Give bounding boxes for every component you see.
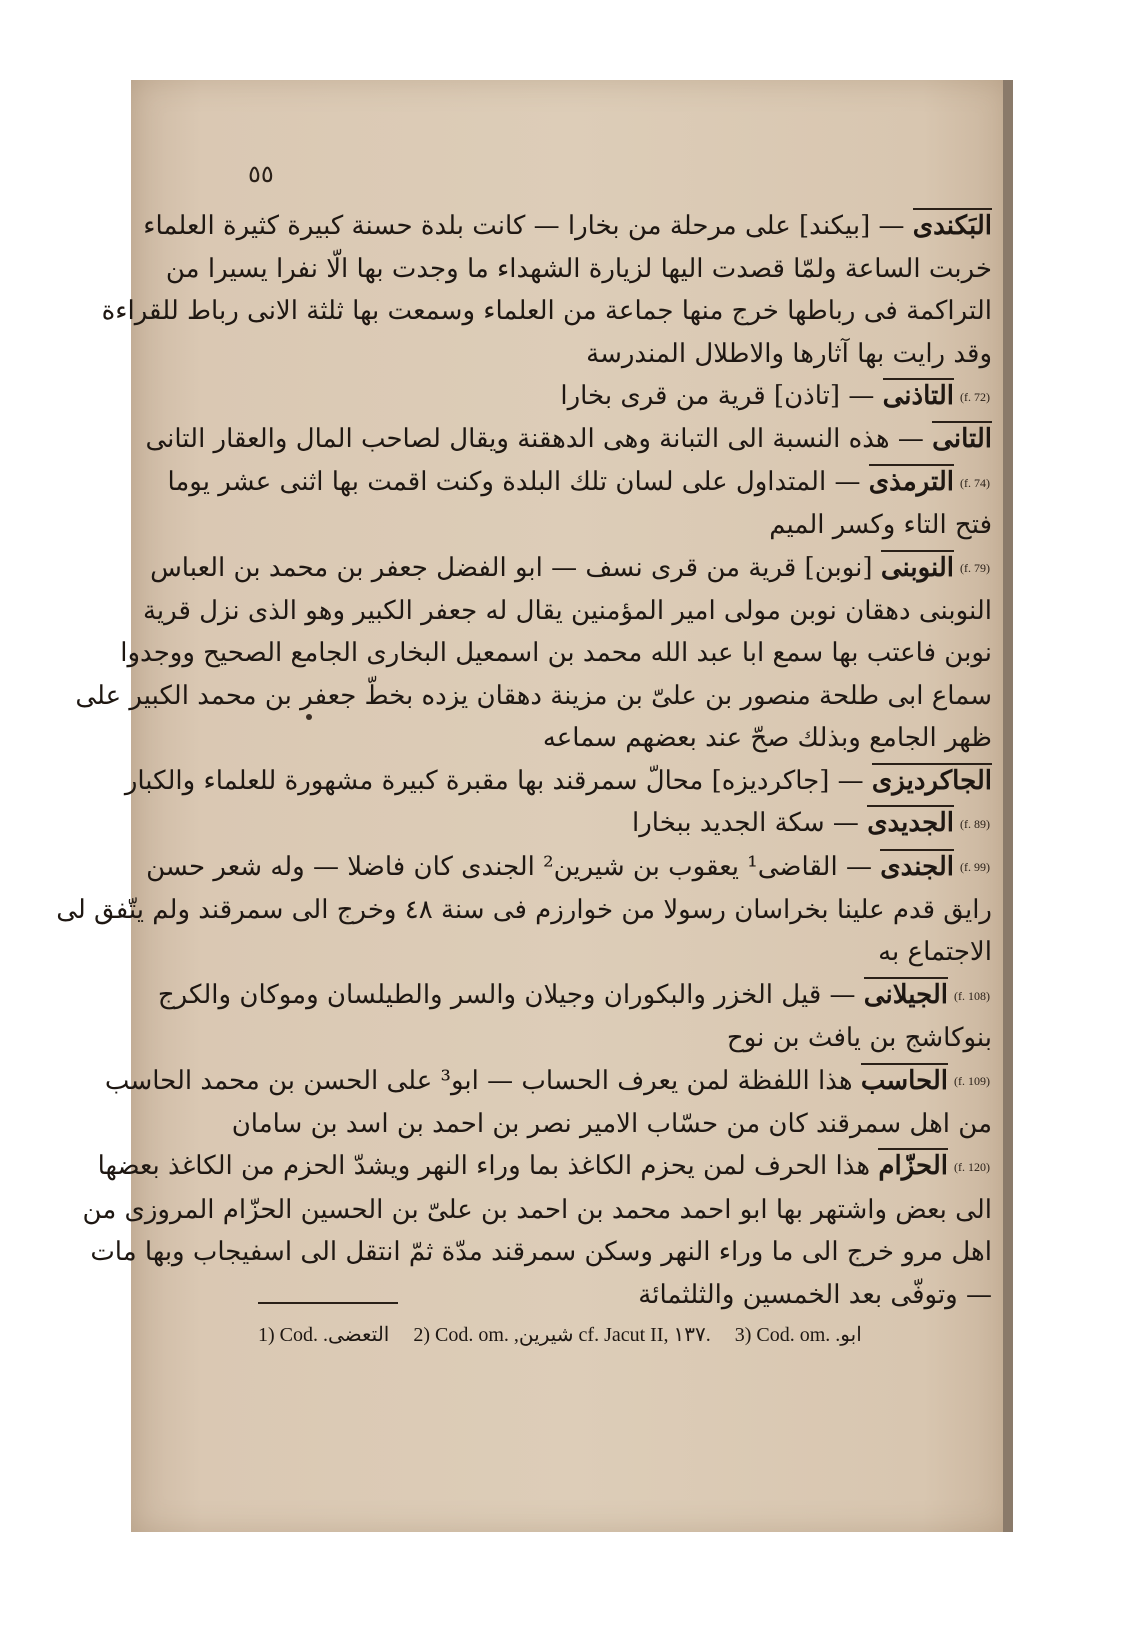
entry-text: وقد رايت بها آثارها والاطلال المندرسة: [586, 338, 992, 369]
entry-line: [82, 1189, 992, 1232]
page-edge-shadow: [1003, 80, 1013, 1532]
dictionary-entry: [124, 760, 992, 803]
entry-line: [165, 248, 992, 291]
entry-text: التراكمة فى رباطها خرج منها جماعة من العلماء وسمعت بها ثلثة الانى رباط للقراءة: [101, 296, 992, 326]
entry-text: — وتوفّى بعد الخمسين والثلثمائة: [638, 1279, 992, 1310]
entry-line: [56, 889, 992, 932]
entry-headword: الجيلانى: [864, 977, 948, 1010]
entry-line: [238, 931, 992, 974]
footnote-1: [258, 1322, 389, 1347]
footnote-2-label: 2) Cod. om.: [413, 1324, 509, 1346]
dictionary-entry: [167, 461, 992, 547]
dictionary-entry: [104, 1060, 992, 1146]
entry-text: ظهر الجامع وبذلك صحّ عند بعضهم سماعه: [542, 723, 992, 754]
entry-text: الاجتماع به: [878, 937, 992, 968]
page-number: ٥٥: [248, 160, 274, 188]
entry-headword: الجاكرديزى: [872, 763, 992, 796]
folio-reference: (f. 108): [954, 988, 990, 1003]
dictionary-entry: [101, 205, 992, 375]
dictionary-entry: [238, 375, 992, 418]
entry-text: اهل مرو خرج الى ما وراء النهر وسكن سمرقند مدّة ثمّ انتقل الى اسفيجاب وبها مات: [90, 1237, 992, 1267]
entry-headword: التانى: [932, 421, 992, 454]
footnote-2-arabic: شيرين,: [513, 1324, 574, 1346]
footnotes: [258, 1322, 998, 1347]
entry-line: [146, 846, 992, 889]
entry-line: [231, 1103, 992, 1146]
entry-line: [238, 1274, 992, 1317]
entry-line: [101, 290, 992, 333]
footnote-2-reference: cf. Jacut II, ١٣٧.: [578, 1324, 711, 1346]
entry-line: [238, 504, 992, 547]
entry-line: [124, 760, 992, 803]
entry-text: النوبنى دهقان نوبن مولى امير المؤمنين يقال له جعفر الكبير وهو الذى نزل قرية: [142, 595, 992, 626]
entry-line: [157, 974, 992, 1017]
entry-text: خربت الساعة ولمّا قصدت اليها لزيارة الشهداء ما وجدت بها الّا نفرا يسيرا من: [165, 253, 992, 284]
entry-text: رايق قدم علينا بخراسان رسولا من خوارزم فى سنة ٤٨ وخرج الى سمرقند ولم يتّفق لى: [56, 894, 992, 925]
margin-mark: [306, 714, 312, 720]
entry-line: [167, 461, 992, 504]
folio-reference: (f. 79): [960, 561, 990, 576]
folio-reference: (f. 99): [960, 860, 990, 875]
entry-headword: الجديدى: [867, 805, 954, 838]
folio-reference: (f. 120): [954, 1160, 990, 1174]
entry-text: — [بيكند] على مرحلة من بخارا — كانت بلدة حسنة كبيرة كثيرة العلماء: [143, 211, 905, 241]
dictionary-entry: [75, 547, 992, 760]
entry-line: [97, 1145, 992, 1188]
folio-reference: (f. 89): [960, 817, 990, 831]
entry-text: هذا الحرف لمن يحزم الكاغذ بما وراء النهر ويشدّ الحزم من الكاغذ بعضها: [97, 1151, 871, 1182]
footnote-3: [735, 1322, 862, 1347]
entry-line: [142, 590, 992, 633]
entry-headword: النوبنى: [881, 550, 954, 583]
dictionary-entry: [56, 846, 992, 974]
entry-line: [120, 632, 992, 675]
footnote-3-label: 3) Cod. om.: [734, 1324, 831, 1346]
entry-line: [150, 547, 992, 590]
entry-text: — هذه النسبة الى التبانة وهى الدهقنة ويقال لصاحب المال والعقار التانى: [145, 424, 924, 455]
entry-line: [145, 418, 992, 461]
entry-text: — القاضى¹ يعقوب بن شيرين² الجندى كان فاضلا — وله شعر حسن: [146, 851, 872, 882]
entry-text: هذا اللفظة لمن يعرف الحساب — ابو³ على الحسن بن محمد الحاسب: [104, 1065, 853, 1096]
entry-headword: الحاسب: [861, 1063, 948, 1096]
entry-text: الى بعض واشتهر بها ابو احمد محمد بن احمد بن علىّ بن الحسين الحزّام المروزى من: [82, 1194, 992, 1225]
dictionary-entry: [145, 418, 992, 461]
entry-text: — سكة الجديد ببخارا: [632, 808, 859, 839]
entry-headword: التاذنى: [883, 378, 954, 411]
entry-line: [143, 205, 992, 248]
entry-text: من اهل سمرقند كان من حسّاب الامير نصر بن احمد بن اسد بن سامان: [231, 1108, 992, 1139]
folio-reference: (f. 72): [960, 389, 990, 404]
entry-text: فتح التاء وكسر الميم: [769, 510, 992, 540]
footnote-2: [413, 1322, 710, 1347]
entry-text: [نوبن] قرية من قرى نسف — ابو الفضل جعفر بن محمد بن العباس: [150, 552, 873, 583]
entry-text: — قيل الخزر والبكوران وجيلان والسر والطيلسان وموكان والكرج: [157, 979, 856, 1010]
entry-line: [75, 675, 992, 718]
entry-line: [90, 1231, 992, 1274]
dictionary-entry: [82, 1145, 992, 1316]
entry-text: بنوكاشج بن يافث بن نوح: [726, 1023, 992, 1053]
entry-line: [238, 802, 992, 845]
entry-line: [238, 333, 992, 376]
folio-reference: (f. 109): [954, 1074, 990, 1089]
entry-headword: الحزّام: [878, 1148, 948, 1181]
footnote-rule: [258, 1302, 398, 1304]
entry-headword: البَكندى: [913, 208, 992, 241]
entry-line: [238, 375, 992, 418]
dictionary-entry: [157, 974, 992, 1060]
entry-text: — [تاذن] قرية من قرى بخارا: [560, 381, 875, 411]
entry-text: — [جاكرديزه] محالّ سمرقند بها مقبرة كبيرة مشهورة للعلماء والكبار: [124, 765, 864, 796]
entry-text: نوبن فاعتب بها سمع ابا عبد الله محمد بن اسمعيل البخارى الجامع الصحيح ووجدوا: [120, 638, 992, 669]
entries-column: [56, 205, 992, 1316]
folio-reference: (f. 74): [960, 475, 990, 490]
dictionary-entry: [238, 802, 992, 845]
entry-headword: الجندى: [880, 849, 954, 882]
footnote-1-arabic: التعضى.: [323, 1324, 390, 1346]
entry-headword: الترمذى: [869, 464, 954, 497]
entry-text: سماع ابى طلحة منصور بن علىّ بن مزينة دهقان يزده بخطّ جعفر بن محمد الكبير على: [75, 680, 992, 711]
entry-line: [238, 717, 992, 760]
footnote-1-label: 1) Cod.: [258, 1324, 318, 1346]
footnote-3-arabic: ابو.: [835, 1324, 862, 1346]
entry-line: [238, 1017, 992, 1060]
entry-text: — المتداول على لسان تلك البلدة وكنت اقمت بها اثنى عشر يوما: [167, 466, 861, 497]
entry-line: [104, 1060, 992, 1103]
